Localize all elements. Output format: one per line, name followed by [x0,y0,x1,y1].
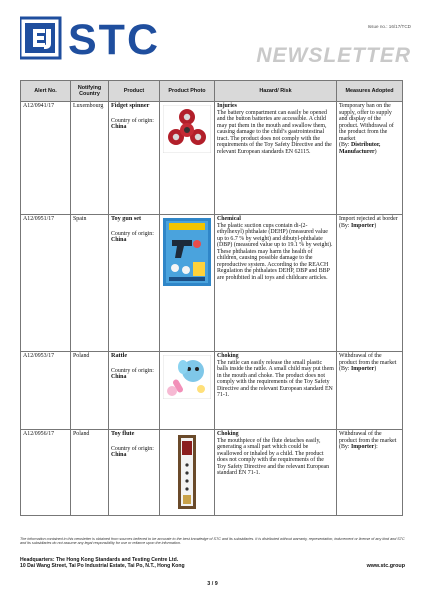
page-number: 3 / 9 [207,581,218,587]
product-name: Toy gun set [111,215,142,222]
alert-no: A12/0953/17 [21,352,71,430]
hq-label: Headquarters: The Hong Kong Standards and Testing Centre Ltd. [20,557,179,563]
origin-value: China [111,374,127,380]
hazard-description: The mouthpiece of the flute detaches easily, generating a small part which could be swallowed or inhaled by a child. The product does not comply with the requirements of the Toy Safety Directive and the relevant European standard EN 71-1. [217,437,330,476]
measures-text: Withdrawal of the product from the market [339,353,397,366]
hazard-cell [215,430,337,516]
origin-label: Country of origin: [111,230,154,237]
disclaimer: The information contained in this newsletter is obtained from sources believed to be accurate to the best knowledge of STC and its subsidiaries. It is distributed without warranty, representation, inducement or license of any kind and STC and its subsidiaries do not assume any legal responsibility for use or reliance upon the information. [20,537,405,546]
hazard-type: Chemical [217,216,241,222]
hazard-description: The plastic suction cups contain di-(2-ethylhexyl) phthalate (DEHP) (measured value up to 6.7 % by weight) and dibutyl-phthalate (DBP) (measured value up to 19.1 % by weight). These phthalates may harm the health of children, causing possible damage to the reproductive system. According to the REACH Regulation the phthalates DEHP, DBP and BBP are prohibited in all toys and childcare articles. [217,222,333,281]
col-alert-no: Alert No. [21,81,71,102]
by-label: (By: [339,444,350,450]
measures-text: Withdrawal of the product from the market [339,431,397,444]
toy-gun-set-photo [163,218,211,286]
by-label: (By: [339,366,350,372]
product-cell [109,102,160,215]
alert-no: A12/0941/17 [21,102,71,215]
notifying-country: Poland [71,352,109,430]
origin-value: China [111,452,127,458]
measures-cell [337,430,403,516]
measures-text: Temporary ban on the supply, offer to supply and display of the product. Withdrawal of the product from the market [339,103,394,142]
hazard-cell [215,352,337,430]
issue-number: Issue no.: 16/17/TCD [367,24,411,29]
product-photo-cell [160,352,215,430]
measures-cell [337,102,403,215]
alert-no: A12/0951/17 [21,215,71,352]
headquarters [20,557,185,570]
col-notifying-country: Notifying Country [71,81,109,102]
toy-flute-photo [172,433,202,511]
by-close: ) [374,148,377,155]
website-link[interactable]: www.stc.group [366,563,405,569]
col-product: Product [109,81,160,102]
notifying-country: Poland [71,430,109,516]
by-label: (By: [339,142,350,148]
hazard-description: The battery compartment can easily be opened and the button batteries are accessible. A child may put them in the mouth and swallow them, causing damage to the child’s gastrointestinal tract. The product does not comply with the requirements of the Toy Safety Directive and the relevant European standards EN 62115. [217,109,332,155]
by-label: (By: [339,222,350,229]
country-of-origin [111,368,157,381]
by-close: ): [374,444,378,450]
product-cell [109,352,160,430]
country-of-origin [111,231,157,244]
alerts-table [20,80,403,516]
hazard-type: Choking [217,431,239,437]
notifying-country: Spain [71,215,109,352]
product-name: Fidget spinner [111,102,150,109]
measures-text: Import rejected at border [339,216,398,222]
measures-cell [337,215,403,352]
by-value: Importer [350,444,375,450]
product-name: Rattle [111,352,128,359]
logo-text: STC [68,16,160,60]
table-row [21,102,403,215]
origin-value: China [111,124,127,130]
col-product-photo: Product Photo [160,81,215,102]
by-value: Importer [350,222,375,229]
table-row [21,352,403,430]
by-value: Distributor, Manufacturer [339,142,381,155]
origin-value: China [111,237,127,243]
origin-label: Country of origin: [111,117,154,124]
product-photo-cell [160,430,215,516]
fidget-spinner-photo [163,105,211,153]
hazard-type: Choking [217,353,239,359]
newsletter-title: NEWSLETTER [256,44,411,67]
product-name: Toy flute [111,430,135,437]
product-photo-cell [160,215,215,352]
product-cell [109,215,160,352]
hazard-type: Injuries [217,103,237,109]
table-header-row [21,81,403,102]
stc-logo [20,16,188,60]
by-close: ) [374,366,377,372]
notifying-country: Luxembourg [71,102,109,215]
hazard-cell [215,215,337,352]
hq-address: 10 Dai Wang Street, Tai Po Industrial Estate, Tai Po, N.T., Hong Kong [20,563,185,570]
product-photo-cell [160,102,215,215]
hazard-description: The rattle can easily release the small plastic balls inside the rattle. A small child may put them in the mouth and choke. The product does not comply with the requirements of the Toy Safety Directive and the relevant European standard EN 71-1. [217,359,334,398]
origin-label: Country of origin: [111,367,154,374]
table-row [21,430,403,516]
hazard-cell [215,102,337,215]
col-measures-adopted: Measures Adopted [337,81,403,102]
alert-no: A12/0956/17 [21,430,71,516]
table-row [21,215,403,352]
by-value: Importer [350,366,375,372]
rattle-photo [163,355,211,399]
col-hazard-risk: Hazard/ Risk [215,81,337,102]
measures-cell [337,352,403,430]
product-cell [109,430,160,516]
country-of-origin [111,118,157,131]
by-close: ) [374,222,377,229]
origin-label: Country of origin: [111,445,154,452]
country-of-origin [111,446,157,459]
